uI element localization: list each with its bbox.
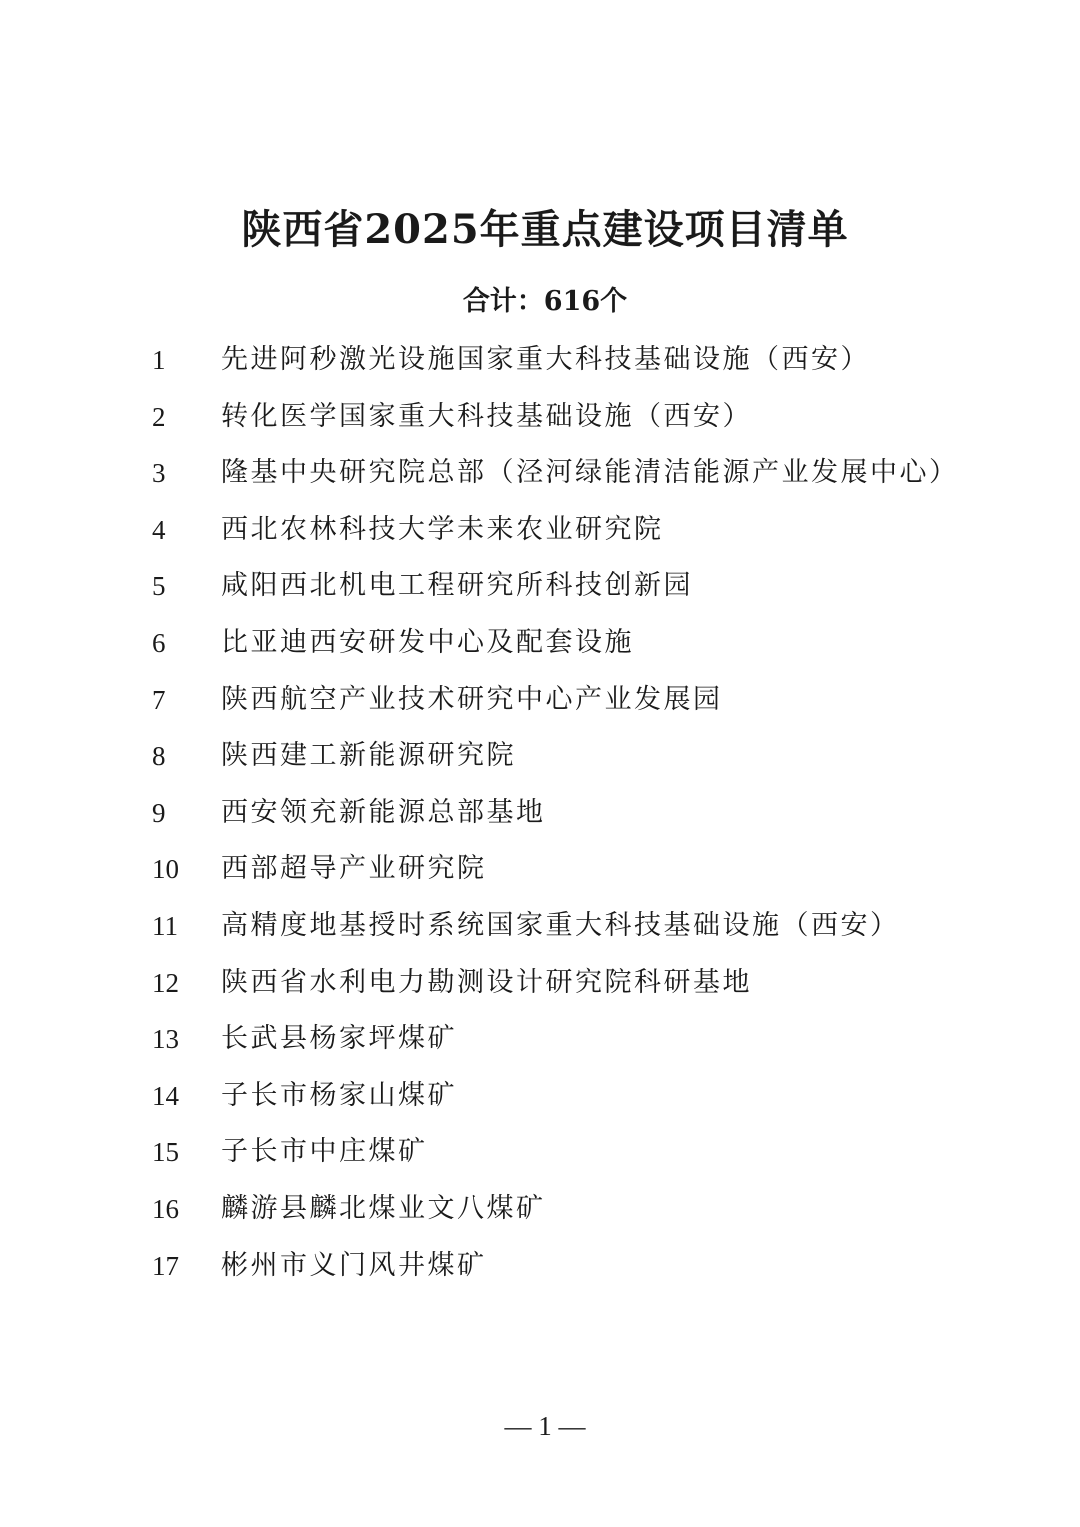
- list-item: [0, 785, 1080, 842]
- item-number: 7: [152, 684, 166, 715]
- item-text: 子长市杨家山煤矿: [221, 1079, 457, 1111]
- item-text: 陕西航空产业技术研究中心产业发展园: [221, 683, 723, 715]
- list-item: [0, 841, 1080, 898]
- item-number: 3: [152, 458, 166, 489]
- item-number: 12: [152, 967, 179, 998]
- list-item: [0, 898, 1080, 955]
- list-item: [0, 389, 1080, 446]
- list-item: [0, 955, 1080, 1012]
- list-item: [0, 558, 1080, 615]
- page-title: 陕西省2025年重点建设项目清单: [241, 206, 849, 253]
- list-item: [0, 332, 1080, 389]
- item-text: 陕西省水利电力勘测设计研究院科研基地: [221, 966, 752, 998]
- list-item: [0, 1068, 1080, 1125]
- item-number: 8: [152, 741, 166, 772]
- item-text: 长武县杨家坪煤矿: [221, 1023, 457, 1055]
- total-count: 合计：616个: [462, 286, 628, 317]
- list-item: [0, 672, 1080, 729]
- item-number: 1: [152, 345, 166, 375]
- item-number: 5: [152, 571, 166, 602]
- item-text: 隆基中央研究院总部（泾河绿能清洁能源产业发展中心）: [221, 457, 959, 489]
- item-text: 子长市中庄煤矿: [221, 1136, 428, 1168]
- list-item: [0, 502, 1080, 559]
- list-item: [0, 1124, 1080, 1181]
- item-text: 比亚迪西安研发中心及配套设施: [221, 626, 634, 658]
- item-number: 15: [152, 1137, 179, 1168]
- item-text: 先进阿秒激光设施国家重大科技基础设施（西安）: [221, 344, 870, 375]
- item-text: 高精度地基授时系统国家重大科技基础设施（西安）: [221, 909, 900, 941]
- item-text: 西部超导产业研究院: [221, 853, 487, 885]
- item-text: 西北农林科技大学未来农业研究院: [221, 513, 664, 545]
- item-text: 陕西建工新能源研究院: [221, 740, 516, 772]
- item-number: 6: [152, 627, 166, 658]
- item-number: 14: [152, 1080, 179, 1111]
- project-list: [0, 332, 1080, 1294]
- item-number: 4: [152, 514, 166, 545]
- list-item: [0, 445, 1080, 502]
- item-text: 咸阳西北机电工程研究所科技创新园: [221, 570, 693, 602]
- list-item: [0, 1238, 1080, 1295]
- item-number: 9: [152, 797, 166, 828]
- item-number: 11: [152, 910, 178, 941]
- item-text: 转化医学国家重大科技基础设施（西安）: [221, 400, 752, 432]
- item-number: 10: [152, 854, 179, 885]
- list-item: [0, 1181, 1080, 1238]
- item-text: 麟游县麟北煤业文八煤矿: [221, 1192, 546, 1224]
- item-number: 13: [152, 1024, 179, 1055]
- list-item: [0, 1011, 1080, 1068]
- item-number: 16: [152, 1193, 179, 1224]
- list-item: [0, 615, 1080, 672]
- page-number: — 1 —: [504, 1411, 586, 1441]
- item-text: 彬州市义门风井煤矿: [221, 1249, 487, 1281]
- item-number: 2: [152, 401, 166, 432]
- item-text: 西安领充新能源总部基地: [221, 796, 546, 828]
- item-number: 17: [152, 1250, 179, 1281]
- list-item: [0, 728, 1080, 785]
